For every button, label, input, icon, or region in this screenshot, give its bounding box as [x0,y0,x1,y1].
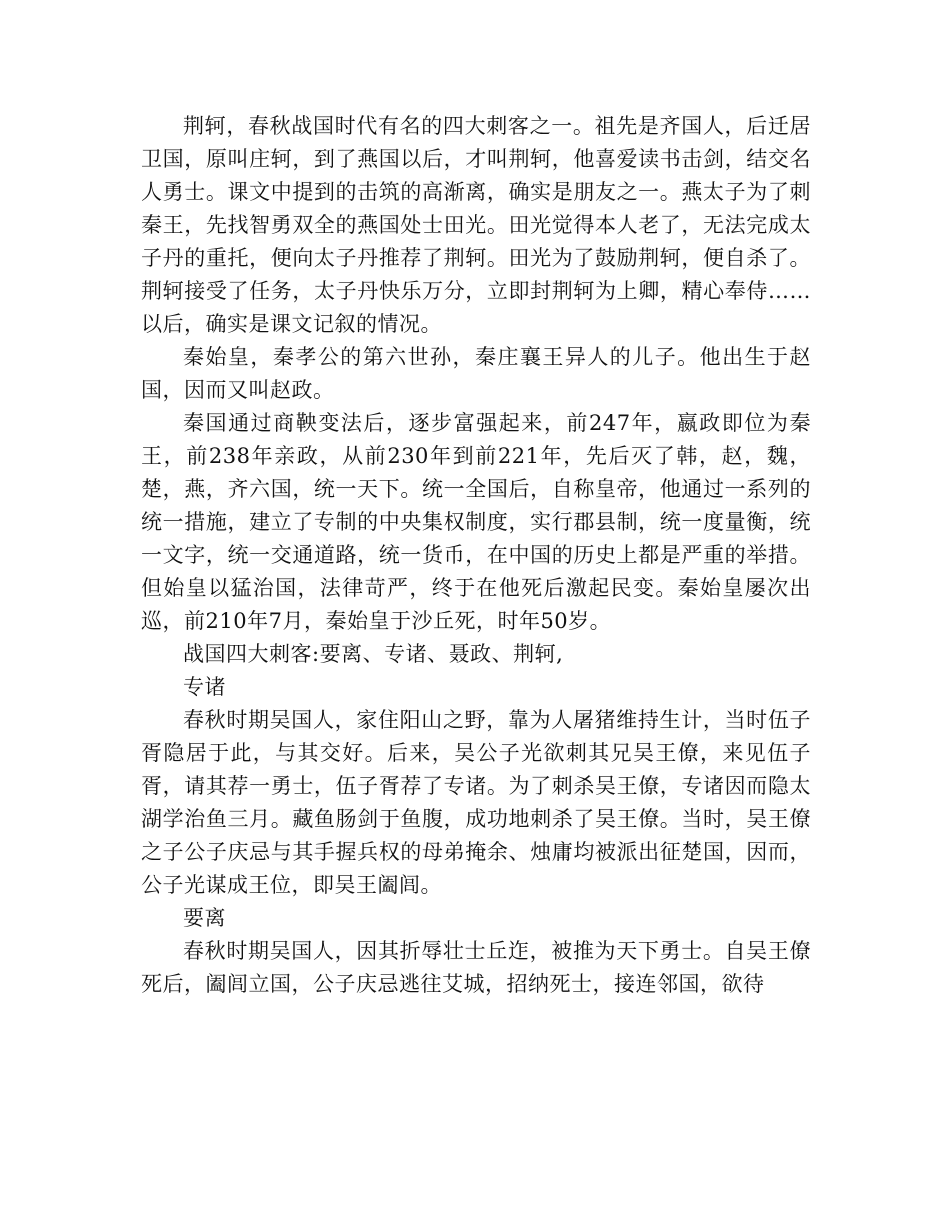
paragraph-four-assassins: 战国四大刺客:要离、专诸、聂政、荆轲, [183,642,564,666]
paragraph-yaoli-bio: 春秋时期吴国人，因其折辱壮士丘迮，被推为天下勇士。自吴王僚死后，阖闾立国，公子庆忌逃往艾城，招纳死士，接连邻国，欲待 [141,939,811,996]
heading-zhuanzhu: 专诸 [183,675,226,699]
document-page [141,110,811,1001]
paragraph-zhuanzhu-bio: 春秋时期吴国人，家住阳山之野，靠为人屠猪维持生计，当时伍子胥隐居于此，与其交好。后来，吴公子光欲刺其兄吴王僚，来见伍子胥，请其荐一勇士，伍子胥荐了专诸。为了刺杀吴王僚，专诸因而隐太湖学治鱼三月。藏鱼肠剑于鱼腹，成功地刺杀了吴王僚。当时，吴王僚之子公子庆忌与其手握兵权的母弟掩余、烛庸均被派出征楚国，因而，公子光谋成王位，即吴王阖闾。 [141,708,811,897]
heading-yaoli: 要离 [183,906,226,930]
paragraph-qinshihuang-origin: 秦始皇，秦孝公的第六世孙，秦庄襄王异人的儿子。他出生于赵国，因而又叫赵政。 [141,345,811,402]
paragraph-qin-unification: 秦国通过商鞅变法后，逐步富强起来，前247年，嬴政即位为秦王，前238年亲政，从前230年到前221年，先后灭了韩，赵，魏，楚，燕，齐六国，统一天下。统一全国后，自称皇帝，他通过一系列的统一措施，建立了专制的中央集权制度，实行郡县制，统一度量衡，统一文字，统一交通道路，统一货币，在中国的历史上都是严重的举措。但始皇以猛治国，法律苛严，终于在他死后激起民变。秦始皇屡次出巡，前210年7月，秦始皇于沙丘死，时年50岁。 [141,411,811,633]
paragraph-jingke-bio: 荆轲，春秋战国时代有名的四大刺客之一。祖先是齐国人，后迁居卫国，原叫庄轲，到了燕国以后，才叫荆轲，他喜爱读书击剑，结交名人勇士。课文中提到的击筑的高渐离，确实是朋友之一。燕太子为了刺秦王，先找智勇双全的燕国处士田光。田光觉得本人老了，无法完成太子丹的重托，便向太子丹推荐了荆轲。田光为了鼓励荆轲，便自杀了。荆轲接受了任务，太子丹快乐万分，立即封荆轲为上卿，精心奉侍……以后，确实是课文记叙的情况。 [141,114,811,336]
